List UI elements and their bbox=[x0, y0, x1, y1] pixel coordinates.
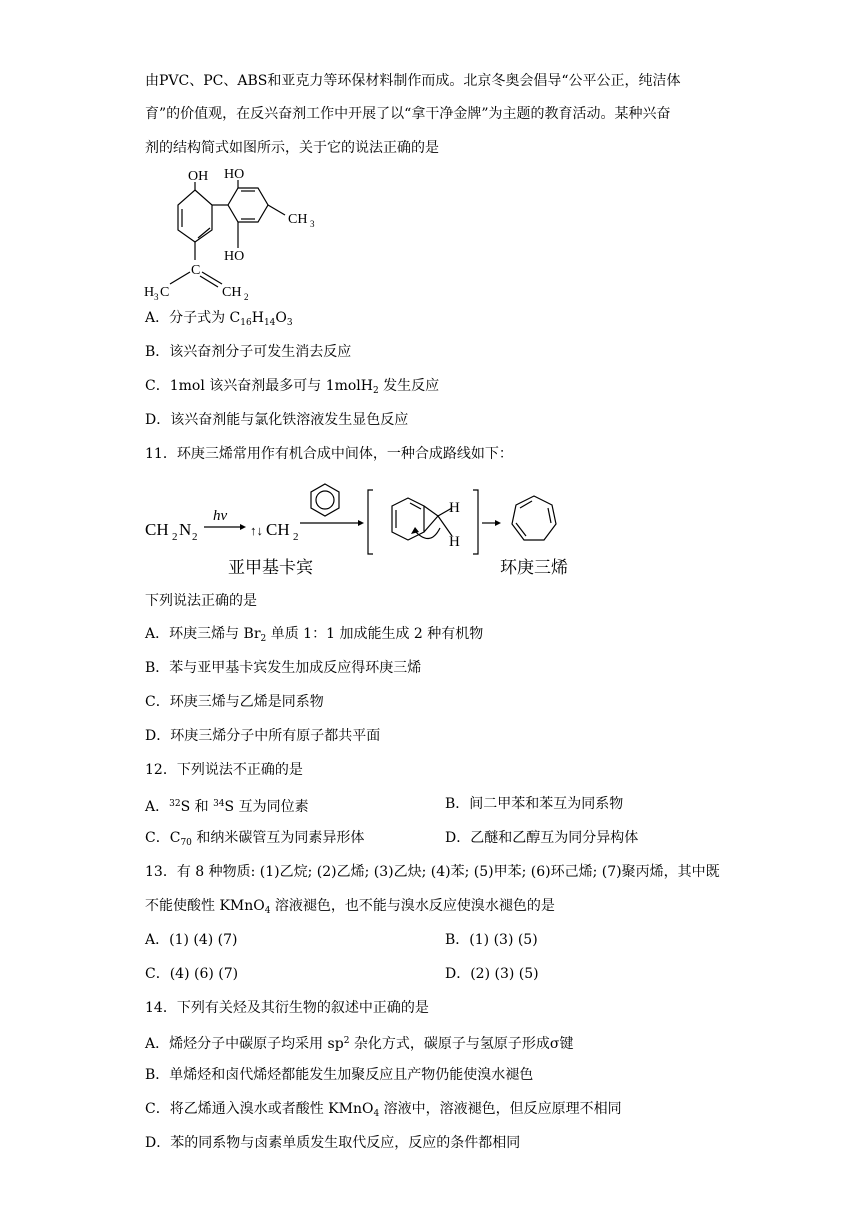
intro-line-2: 育”的价值观，在反兴奋剂工作中开展了以“拿干净金牌”为主题的教育活动。某种兴奋 bbox=[145, 106, 671, 122]
q13-option-b: B．(1) (3) (5) bbox=[445, 932, 538, 948]
svg-text:2: 2 bbox=[172, 531, 178, 543]
q13-option-c: C．(4) (6) (7) bbox=[145, 966, 239, 982]
svg-text:N: N bbox=[179, 520, 192, 539]
ch3-label: CH bbox=[288, 212, 308, 227]
ch2-label: CH bbox=[222, 285, 242, 300]
h3c-h: H bbox=[144, 285, 155, 300]
q13-stem-2: 不能使酸性 KMnO$_4$ 溶液褪色，也不能与溴水反应使溴水褪色的是 bbox=[145, 898, 555, 916]
q10-option-b: B．该兴奋剂分子可发生消去反应 bbox=[145, 344, 352, 360]
central-c-label: C bbox=[191, 263, 201, 278]
cycloheptatriene-icon bbox=[512, 496, 556, 540]
hv-label: hν bbox=[213, 508, 228, 524]
ch2n2-text: CH bbox=[145, 520, 169, 539]
q12-option-b: B．间二甲苯和苯互为同系物 bbox=[445, 796, 624, 812]
stimulant-structure bbox=[140, 160, 350, 305]
h-label-1: H bbox=[449, 500, 460, 516]
svg-text:2: 2 bbox=[293, 531, 299, 543]
h-label-2: H bbox=[449, 534, 460, 550]
q12-stem: 12．下列说法不正确的是 bbox=[145, 762, 303, 778]
q11-option-d: D．环庚三烯分子中所有原子都共平面 bbox=[145, 728, 381, 744]
q14-stem: 14．下列有关烃及其衍生物的叙述中正确的是 bbox=[145, 1000, 429, 1016]
q10-option-d: D．该兴奋剂能与氯化铁溶液发生显色反应 bbox=[145, 412, 409, 428]
oh-label: OH bbox=[188, 169, 209, 184]
q10-option-c: C．1mol 该兴奋剂最多可与 1molH$_2$ 发生反应 bbox=[145, 378, 440, 396]
intro-line-3: 剂的结构简式如图所示，关于它的说法正确的是 bbox=[145, 140, 439, 156]
benzene-icon bbox=[311, 484, 339, 516]
q11-option-c: C．环庚三烯与乙烯是同系物 bbox=[145, 694, 324, 710]
q11-option-b: B．苯与亚甲基卡宾发生加成反应得环庚三烯 bbox=[145, 660, 422, 676]
carbene-text: CH bbox=[266, 520, 290, 539]
ho-bottom-label: HO bbox=[224, 249, 245, 264]
q14-option-d: D．苯的同系物与卤素单质发生取代反应，反应的条件都相同 bbox=[145, 1135, 521, 1151]
svg-text:2: 2 bbox=[192, 531, 198, 543]
q13-stem-1: 13．有 8 种物质: (1)乙烷; (2)乙烯; (3)乙炔; (4)苯; (5)甲苯; (6)环己烯; (7)聚丙烯，其中既 bbox=[145, 864, 720, 880]
q14-option-a: A．烯烃分子中碳原子均采用 $sp^2$ 杂化方式，碳原子与氢原子形成σ键 bbox=[145, 1036, 574, 1052]
q14-option-c: C．将乙烯通入溴水或者酸性 KMnO$_4$ 溶液中，溶液褪色，但反应原理不相同 bbox=[145, 1101, 622, 1119]
q13-option-d: D．(2) (3) (5) bbox=[445, 966, 539, 982]
q12-option-d: D．乙醚和乙醇互为同分异构体 bbox=[445, 830, 639, 846]
q10-option-a: A．分子式为 $C_{16}H_{14}O_3$ bbox=[145, 310, 293, 328]
h3c-c: C bbox=[160, 285, 170, 300]
intro-line-1: 由PVC、PC、ABS和亚克力等环保材料制作而成。北京冬奥会倡导“公平公正，纯洁体 bbox=[145, 73, 681, 89]
q13-option-a: A．(1) (4) (7) bbox=[145, 932, 238, 948]
carbene-label: 亚甲基卡宾 bbox=[228, 558, 313, 577]
carbene-electrons: ↑↓ bbox=[250, 523, 263, 538]
product-label: 环庚三烯 bbox=[500, 558, 568, 577]
q11-option-a: A．环庚三烯与 $Br_2$ 单质 1：1 加成能生成 2 种有机物 bbox=[145, 626, 484, 644]
q11-stem: 11．环庚三烯常用作有机合成中间体，一种合成路线如下： bbox=[145, 446, 513, 462]
q12-option-c: C．$C_{70}$ 和纳米碳管互为同素异形体 bbox=[145, 830, 365, 848]
ch3-subscript: 3 bbox=[310, 219, 315, 229]
q12-option-a: A．$^{32}$S 和 $^{34}$S 互为同位素 bbox=[145, 799, 309, 815]
h3c-subscript: 3 bbox=[154, 292, 159, 302]
ch2-subscript: 2 bbox=[244, 292, 249, 302]
cycloheptatriene-scheme bbox=[140, 478, 590, 583]
q11-ask: 下列说法正确的是 bbox=[145, 593, 257, 609]
q14-option-b: B．单烯烃和卤代烯烃都能发生加聚反应且产物仍能使溴水褪色 bbox=[145, 1067, 534, 1083]
ho-top-label: HO bbox=[224, 167, 245, 182]
